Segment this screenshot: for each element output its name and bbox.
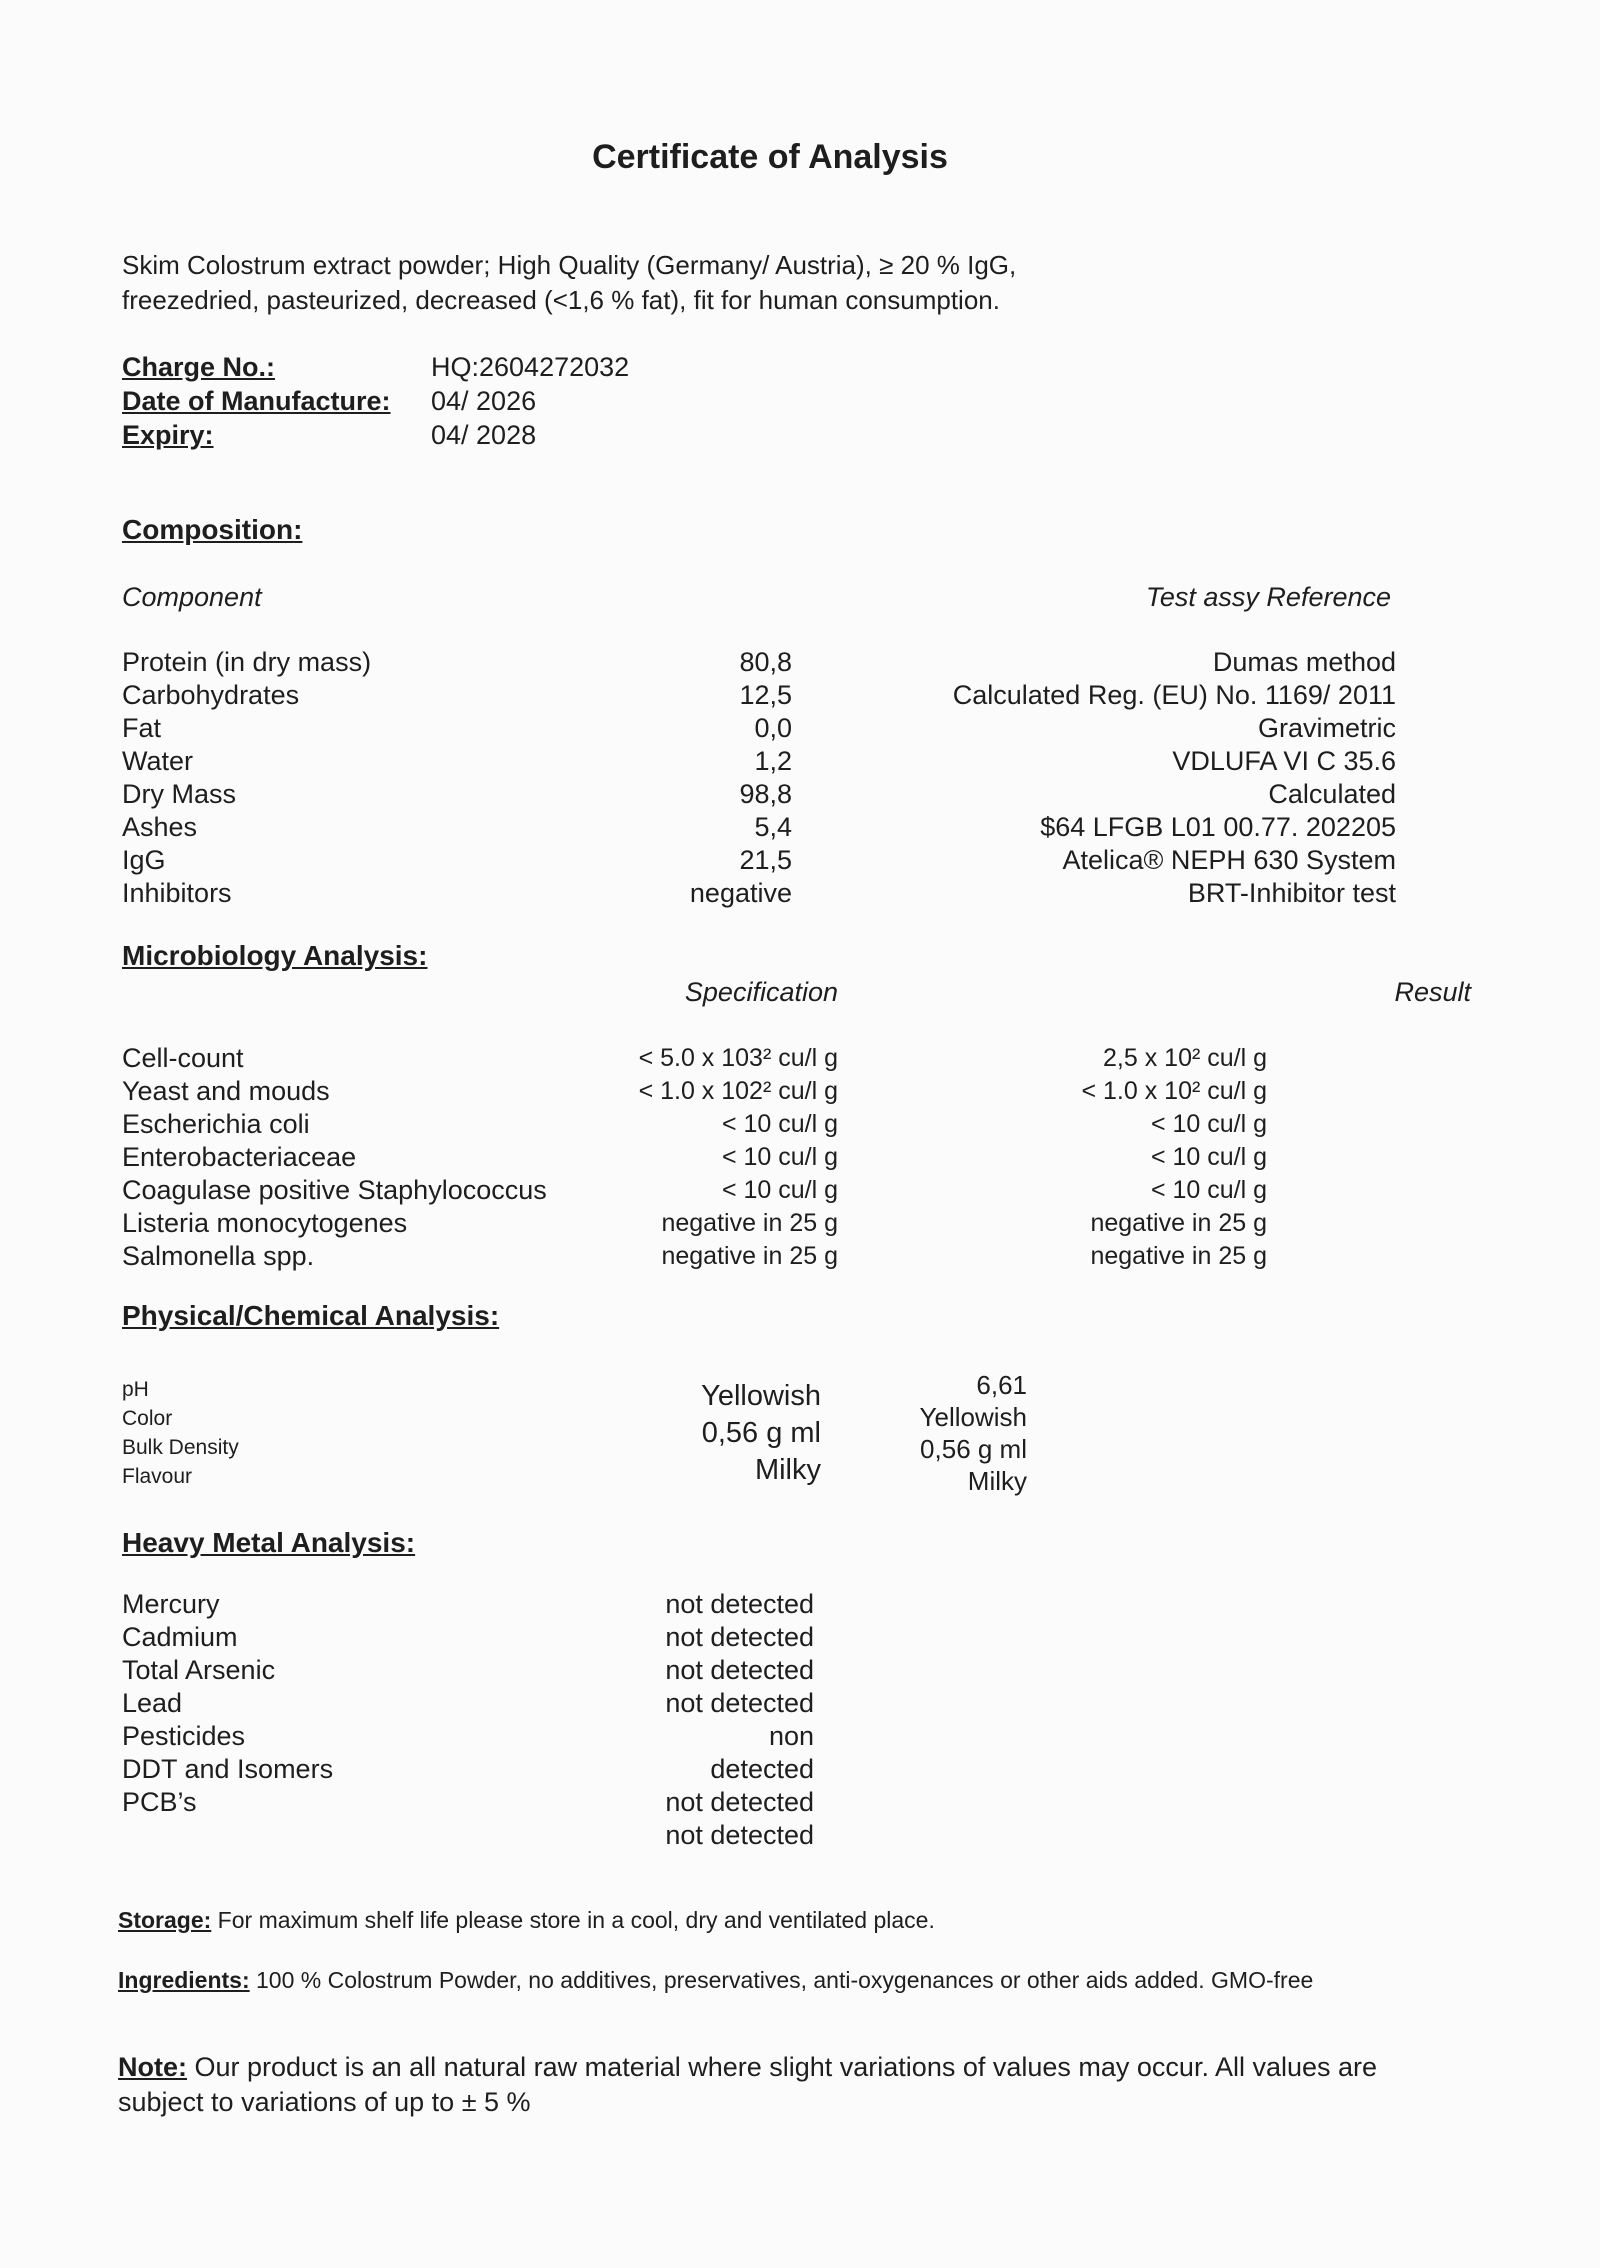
- note-label: Note:: [118, 2052, 187, 2082]
- expiry-label: Expiry:: [122, 420, 214, 450]
- physchem-result: 0,56 g ml: [920, 1434, 1027, 1464]
- physchem-heading: Physical/Chemical Analysis:: [122, 1300, 500, 1331]
- physchem-label: Color: [122, 1407, 173, 1430]
- heavy-metal-label: Pesticides: [122, 1721, 246, 1751]
- result-column-header: Result: [1394, 977, 1471, 1007]
- microbiology-result: < 10 cu/l g: [1150, 1110, 1267, 1138]
- microbiology-spec: < 1.0 x 102² cu/l g: [638, 1077, 838, 1105]
- manufacture-label: Date of Manufacture:: [122, 386, 391, 416]
- composition-reference: BRT-Inhibitor test: [1187, 878, 1396, 908]
- composition-value: 1,2: [754, 746, 792, 776]
- microbiology-spec: negative in 25 g: [661, 1209, 838, 1237]
- microbiology-result: 2,5 x 10² cu/l g: [1103, 1044, 1267, 1072]
- composition-value: 12,5: [739, 680, 792, 710]
- microbiology-name: Cell-count: [122, 1043, 244, 1073]
- heavy-metal-value: not detected: [665, 1589, 814, 1619]
- composition-value: negative: [689, 878, 792, 908]
- physchem-label: Flavour: [122, 1465, 193, 1488]
- composition-reference: Atelica® NEPH 630 System: [1062, 845, 1396, 875]
- microbiology-result: negative in 25 g: [1090, 1209, 1267, 1237]
- physchem-result: Yellowish: [919, 1402, 1027, 1432]
- heavy-metal-label: Cadmium: [122, 1622, 238, 1652]
- microbiology-specifications: [639, 1042, 838, 1273]
- microbiology-result: < 10 cu/l g: [1150, 1176, 1267, 1204]
- microbiology-name: Escherichia coli: [122, 1109, 310, 1139]
- heavy-metal-value: not detected: [665, 1655, 814, 1685]
- microbiology-result: < 10 cu/l g: [1150, 1143, 1267, 1171]
- heavy-metal-value: not detected: [665, 1622, 814, 1652]
- heavy-metal-labels: [122, 1588, 333, 1819]
- physchem-labels: [122, 1375, 239, 1491]
- physchem-spec: 0,56 g ml: [701, 1417, 821, 1449]
- ingredients-label: Ingredients:: [118, 1967, 250, 1993]
- component-column-header: Component: [122, 582, 262, 612]
- composition-reference: Dumas method: [1212, 647, 1396, 677]
- composition-references: [953, 646, 1396, 910]
- ingredients-note: [118, 1967, 1313, 1994]
- composition-name: Inhibitors: [122, 878, 232, 908]
- heavy-metal-label: Mercury: [122, 1589, 220, 1619]
- storage-note: [118, 1907, 935, 1934]
- microbiology-spec: < 10 cu/l g: [721, 1143, 838, 1171]
- microbiology-names: [122, 1042, 547, 1273]
- composition-name: IgG: [122, 845, 166, 875]
- heavy-metal-label: DDT and Isomers: [122, 1754, 334, 1784]
- physchem-spec: Yellowish: [701, 1380, 821, 1412]
- microbiology-spec: negative in 25 g: [661, 1242, 838, 1270]
- heavy-metal-value: detected: [710, 1754, 814, 1784]
- product-description: [122, 248, 1016, 318]
- note-line-2: subject to variations of up to ± 5 %: [118, 2087, 531, 2117]
- charge-label: Charge No.:: [122, 352, 276, 382]
- microbiology-name: Coagulase positive Staphylococcus: [122, 1175, 547, 1205]
- document-title: Certificate of Analysis: [592, 138, 948, 176]
- microbiology-name: Enterobacteriaceae: [122, 1142, 357, 1172]
- heavy-metal-label: PCB’s: [122, 1787, 197, 1817]
- microbiology-heading: Microbiology Analysis:: [122, 940, 428, 971]
- heavy-metal-heading: Heavy Metal Analysis:: [122, 1527, 416, 1558]
- reference-column-header: Test assy Reference: [1145, 582, 1391, 612]
- composition-reference: $64 LFGB L01 00.77. 202205: [1040, 812, 1396, 842]
- physchem-label: Bulk Density: [122, 1436, 239, 1459]
- physchem-result: Milky: [967, 1466, 1027, 1496]
- physchem-specifications: [701, 1378, 821, 1489]
- composition-name: Carbohydrates: [122, 680, 300, 710]
- composition-value: 0,0: [754, 713, 792, 743]
- microbiology-spec: < 10 cu/l g: [721, 1176, 838, 1204]
- storage-label: Storage:: [118, 1907, 212, 1933]
- composition-value: 80,8: [739, 647, 792, 677]
- microbiology-spec: < 5.0 x 103² cu/l g: [638, 1044, 838, 1072]
- expiry-value: 04/ 2028: [431, 420, 537, 450]
- composition-reference: VDLUFA VI C 35.6: [1172, 746, 1396, 776]
- heavy-metal-value: not detected: [665, 1787, 814, 1817]
- composition-name: Protein (in dry mass): [122, 647, 372, 677]
- heavy-metal-value: not detected: [665, 1688, 814, 1718]
- microbiology-result: negative in 25 g: [1090, 1242, 1267, 1270]
- manufacture-value: 04/ 2026: [431, 386, 537, 416]
- charge-value: HQ:2604272032: [431, 352, 630, 382]
- heavy-metal-value: not detected: [665, 1820, 814, 1850]
- physchem-spec: Milky: [754, 1454, 821, 1486]
- microbiology-result: < 1.0 x 10² cu/l g: [1081, 1077, 1267, 1105]
- product-description-line-1: Skim Colostrum extract powder; High Quality (Germany/ Austria), ≥ 20 % IgG,: [122, 250, 1017, 280]
- note-line-1: Our product is an all natural raw material where slight variations of values may occur. All values are: [187, 2052, 1378, 2082]
- microbiology-name: Listeria monocytogenes: [122, 1208, 408, 1238]
- composition-name: Dry Mass: [122, 779, 236, 809]
- disclaimer-note: [118, 2050, 1377, 2120]
- composition-name: Ashes: [122, 812, 198, 842]
- heavy-metal-value: non: [768, 1721, 814, 1751]
- physchem-label: pH: [122, 1378, 149, 1401]
- composition-value: 21,5: [739, 845, 792, 875]
- physchem-results: [920, 1369, 1027, 1497]
- composition-name: Water: [122, 746, 194, 776]
- microbiology-results: [1081, 1042, 1267, 1273]
- composition-reference: Gravimetric: [1257, 713, 1396, 743]
- composition-reference: Calculated Reg. (EU) No. 1169/ 2011: [952, 680, 1396, 710]
- microbiology-name: Salmonella spp.: [122, 1241, 315, 1271]
- composition-reference: Calculated: [1268, 779, 1396, 809]
- product-description-line-2: freezedried, pasteurized, decreased (<1,6 % fat), fit for human consumption.: [122, 285, 1000, 315]
- composition-value: 98,8: [739, 779, 792, 809]
- microbiology-name: Yeast and mouds: [122, 1076, 330, 1106]
- specification-column-header: Specification: [684, 977, 838, 1007]
- storage-text: For maximum shelf life please store in a cool, dry and ventilated place.: [211, 1907, 935, 1933]
- composition-heading: Composition:: [122, 514, 303, 545]
- composition-values: [690, 646, 792, 910]
- heavy-metal-values: [665, 1588, 814, 1852]
- heavy-metal-label: Total Arsenic: [122, 1655, 276, 1685]
- composition-names: [122, 646, 371, 910]
- microbiology-spec: < 10 cu/l g: [721, 1110, 838, 1138]
- ingredients-text: 100 % Colostrum Powder, no additives, preservatives, anti-oxygenances or other aids added. GMO-free: [249, 1967, 1314, 1993]
- composition-value: 5,4: [754, 812, 792, 842]
- composition-name: Fat: [122, 713, 162, 743]
- heavy-metal-label: Lead: [122, 1688, 183, 1718]
- physchem-result: 6,61: [976, 1370, 1027, 1400]
